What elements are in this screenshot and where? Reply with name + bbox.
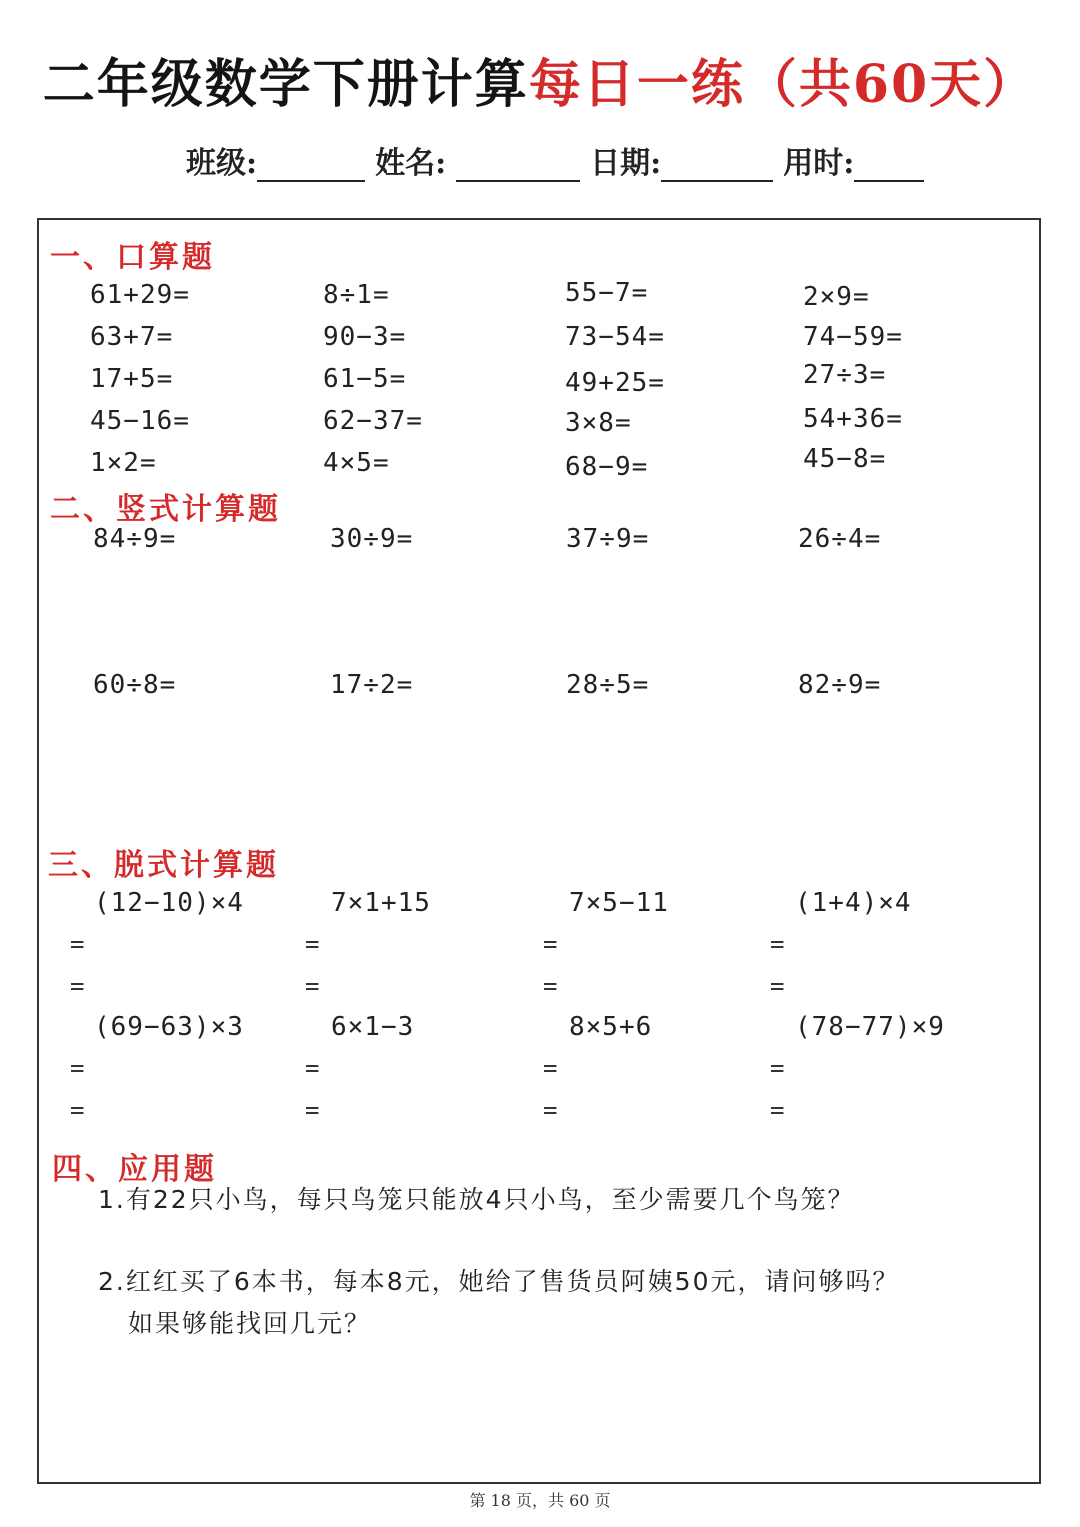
step-line-2: =: [305, 972, 320, 1000]
oral-problem: 2×9=: [803, 282, 870, 312]
page-footer: 第 18 页，共 60 页: [469, 1491, 611, 1510]
oral-problem: 74−59=: [803, 322, 903, 352]
oral-problem: 45−16=: [90, 406, 190, 436]
oral-problem: 90−3=: [323, 322, 407, 352]
oral-problem: 68−9=: [565, 452, 649, 482]
oral-problem: 61+29=: [90, 280, 190, 310]
date-label: 日期:: [590, 146, 662, 181]
vertical-calc-problem: 30÷9=: [330, 524, 414, 554]
oral-problem: 62−37=: [323, 406, 423, 436]
section1-heading: 一、口算题: [50, 240, 215, 275]
vertical-calc-problem: 84÷9=: [93, 524, 177, 554]
step-calc-problem: (12−10)×4: [94, 888, 244, 918]
step-line-1: =: [770, 930, 785, 958]
name-blank[interactable]: [456, 150, 580, 182]
oral-problem: 4×5=: [323, 448, 390, 478]
step-line-1: =: [70, 1054, 85, 1082]
step-line-2: =: [770, 1096, 785, 1124]
class-label: 班级:: [186, 146, 258, 181]
oral-problem: 17+5=: [90, 364, 174, 394]
step-line-2: =: [70, 1096, 85, 1124]
word-problem-2-cont: 如果够能找回几元？: [128, 1309, 372, 1338]
oral-problem: 54+36=: [803, 404, 903, 434]
vertical-calc-problem: 82÷9=: [798, 670, 882, 700]
oral-problem: 63+7=: [90, 322, 174, 352]
word-problem-1: 1.有22只小鸟，每只鸟笼只能放4只小鸟，至少需要几个鸟笼？: [98, 1185, 855, 1214]
class-blank[interactable]: [257, 150, 365, 182]
name-label: 姓名:: [375, 146, 447, 181]
title-main: 二年级数学下册计算: [42, 54, 529, 115]
step-line-1: =: [543, 1054, 558, 1082]
vertical-calc-problem: 37÷9=: [566, 524, 650, 554]
oral-problem: 55−7=: [565, 278, 649, 308]
oral-problem: 8÷1=: [323, 280, 390, 310]
oral-problem: 3×8=: [565, 408, 632, 438]
oral-problem: 27÷3=: [803, 360, 887, 390]
vertical-calc-problem: 26÷4=: [798, 524, 882, 554]
step-calc-problem: 6×1−3: [331, 1012, 415, 1042]
step-calc-problem: (78−77)×9: [795, 1012, 945, 1042]
oral-problem: 45−8=: [803, 444, 887, 474]
step-line-2: =: [543, 1096, 558, 1124]
vertical-calc-problem: 28÷5=: [566, 670, 650, 700]
section4-heading: 四、应用题: [52, 1152, 217, 1187]
step-line-2: =: [770, 972, 785, 1000]
step-line-1: =: [305, 930, 320, 958]
step-calc-problem: (69−63)×3: [94, 1012, 244, 1042]
step-line-1: =: [543, 930, 558, 958]
oral-problem: 49+25=: [565, 368, 665, 398]
step-line-1: =: [305, 1054, 320, 1082]
step-calc-problem: (1+4)×4: [795, 888, 912, 918]
title-highlight: 每日一练（共60天）: [528, 54, 1038, 115]
step-calc-problem: 7×5−11: [569, 888, 669, 918]
oral-problem: 61−5=: [323, 364, 407, 394]
step-line-2: =: [543, 972, 558, 1000]
step-line-2: =: [305, 1096, 320, 1124]
page-title: [0, 42, 1080, 117]
step-line-2: =: [70, 972, 85, 1000]
word-problem-2: 2.红红买了6本书，每本8元，她给了售货员阿姨50元，请问够吗？: [98, 1267, 900, 1296]
step-line-1: =: [70, 930, 85, 958]
section3-heading: 三、脱式计算题: [48, 848, 279, 883]
vertical-calc-problem: 17÷2=: [330, 670, 414, 700]
time-blank[interactable]: [854, 150, 924, 182]
vertical-calc-problem: 60÷8=: [93, 670, 177, 700]
section2-heading: 二、竖式计算题: [50, 492, 281, 527]
student-info-row: [186, 138, 924, 182]
oral-problem: 1×2=: [90, 448, 157, 478]
oral-problem: 73−54=: [565, 322, 665, 352]
date-blank[interactable]: [661, 150, 773, 182]
step-calc-problem: 8×5+6: [569, 1012, 653, 1042]
step-line-1: =: [770, 1054, 785, 1082]
step-calc-problem: 7×1+15: [331, 888, 431, 918]
time-label: 用时:: [783, 146, 855, 181]
